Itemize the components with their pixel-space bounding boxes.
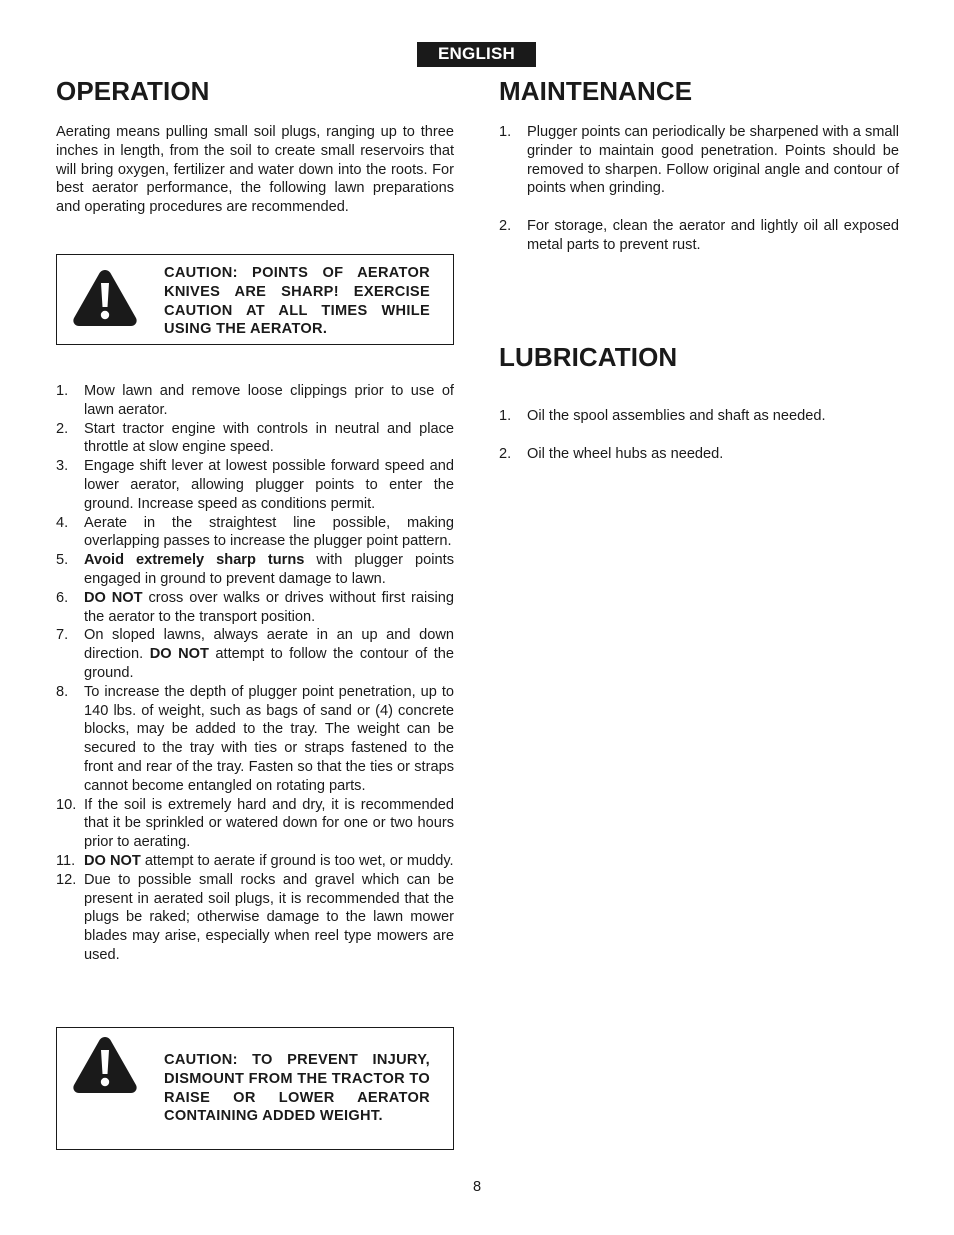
list-item-number: 5. [56,552,69,569]
caution-box-weight [56,1027,454,1150]
page-number: 8 [472,1179,482,1195]
list-item [499,123,899,198]
list-item [56,683,454,796]
list-item-text: with plugger points engaged in ground to prevent damage to lawn. [84,552,454,587]
list-item-emphasis: DO NOT [149,646,209,663]
list-item-emphasis: DO NOT [84,589,143,606]
list-item-number: 12. [56,871,77,888]
list-item-number: 1. [499,124,512,140]
caution-box-sharp [56,254,454,345]
list-item-text: If the soil is extremely hard and dry, it is recommended that it be sprinkled or watered down for one or two hours prior to aerating. [84,796,454,851]
list-item-number: 2. [499,217,512,234]
list-item-text: cross over walks or drives without first raising the aerator to the transport position. [84,589,454,625]
warning-exclamation-icon [71,267,139,327]
list-item [56,626,454,682]
list-item-text: Oil the spool assemblies and shaft as needed. [527,408,826,424]
list-item-text: Plugger points can periodically be sharpened with a small grinder to maintain good penetration. Points should be removed to sharpen. Follow original angle and contour of points when grinding. [527,124,899,197]
list-item-text: attempt to follow the contour of the ground. [84,646,454,681]
list-item-text: Mow lawn and remove loose clippings prior to use of lawn aerator. [84,383,454,418]
list-item [56,796,454,852]
list-item-text: Aerate in the straightest line possible, making overlapping passes to increase the plugger point pattern. [84,514,454,550]
list-item-text: attempt to aerate if ground is too wet, or muddy. [140,852,454,869]
caution-text-weight: CAUTION: TO PREVENT INJURY, DISMOUNT FROM THE TRACTOR TO RAISE OR LOWER AERATOR CONTAINING ADDED WEIGHT. [164,1052,430,1125]
caution-text-sharp: CAUTION: POINTS OF AERATOR KNIVES ARE SHARP! EXERCISE CAUTION AT ALL TIMES WHILE USING THE AERATOR. [164,265,430,338]
list-item [56,382,454,420]
list-item-number: 4. [56,514,69,531]
warning-exclamation-icon [71,1034,139,1094]
list-item-emphasis: Avoid extremely sharp turns [84,552,305,569]
list-item [499,217,899,255]
list-item-emphasis: DO NOT [84,852,141,869]
list-item [56,852,454,871]
list-item-text: Due to possible small rocks and gravel which can be present in aerated soil plugs, it is recommended that the plugs be raked; otherwise damage to the lawn mower blades may arise, especially when reel type mowers are used. [84,871,454,963]
list-item-text: On sloped lawns, always aerate in an up and down direction. [84,627,454,663]
list-item [499,445,899,464]
list-item [56,871,454,965]
lubrication-title: LUBRICATION [499,342,678,372]
list-item [56,551,454,589]
operation-steps [56,382,454,965]
list-item-text: Oil the wheel hubs as needed. [527,445,724,462]
list-item-number: 10. [56,796,77,813]
list-item-number: 2. [56,420,69,437]
list-item-number: 11. [56,852,76,869]
list-item [56,420,454,458]
maintenance-list [499,123,899,273]
operation-intro: Aerating means pulling small soil plugs, ranging up to three inches in length, from the soil to create small reservoirs that will bring oxygen, fertilizer and water down into the roots. For best aerator performance, the following lawn preparations and operating procedures are recommended. [56,124,454,216]
lubrication-list [499,407,899,482]
operation-title: OPERATION [56,76,210,106]
list-item-number: 3. [56,458,69,475]
list-item [56,514,454,552]
list-item-number: 6. [56,589,69,606]
list-item-number: 1. [499,408,512,424]
list-item [499,407,899,426]
list-item-text: For storage, clean the aerator and lightly oil all exposed metal parts to prevent rust. [527,217,899,253]
list-item-text: Start tractor engine with controls in neutral and place throttle at slow engine speed. [84,420,454,456]
language-tab: ENGLISH [417,42,536,67]
list-item-number: 2. [499,445,512,462]
list-item [56,589,454,627]
list-item-number: 8. [56,683,69,700]
list-item-number: 7. [56,627,69,644]
list-item-number: 1. [56,383,69,399]
maintenance-title: MAINTENANCE [499,76,693,106]
list-item-text: Engage shift lever at lowest possible forward speed and lower aerator, allowing plugger points to enter the ground. Increase speed as conditions permit. [84,458,454,512]
list-item-text: To increase the depth of plugger point penetration, up to 140 lbs. of weight, such as bags of sand or (4) concrete blocks, may be added to the tray. The weight can be secured to the tray with ties or straps fastened to the front and rear of the tray. Fasten so that the ties or straps cannot become entangled on rotating parts. [84,683,454,794]
list-item [56,457,454,513]
